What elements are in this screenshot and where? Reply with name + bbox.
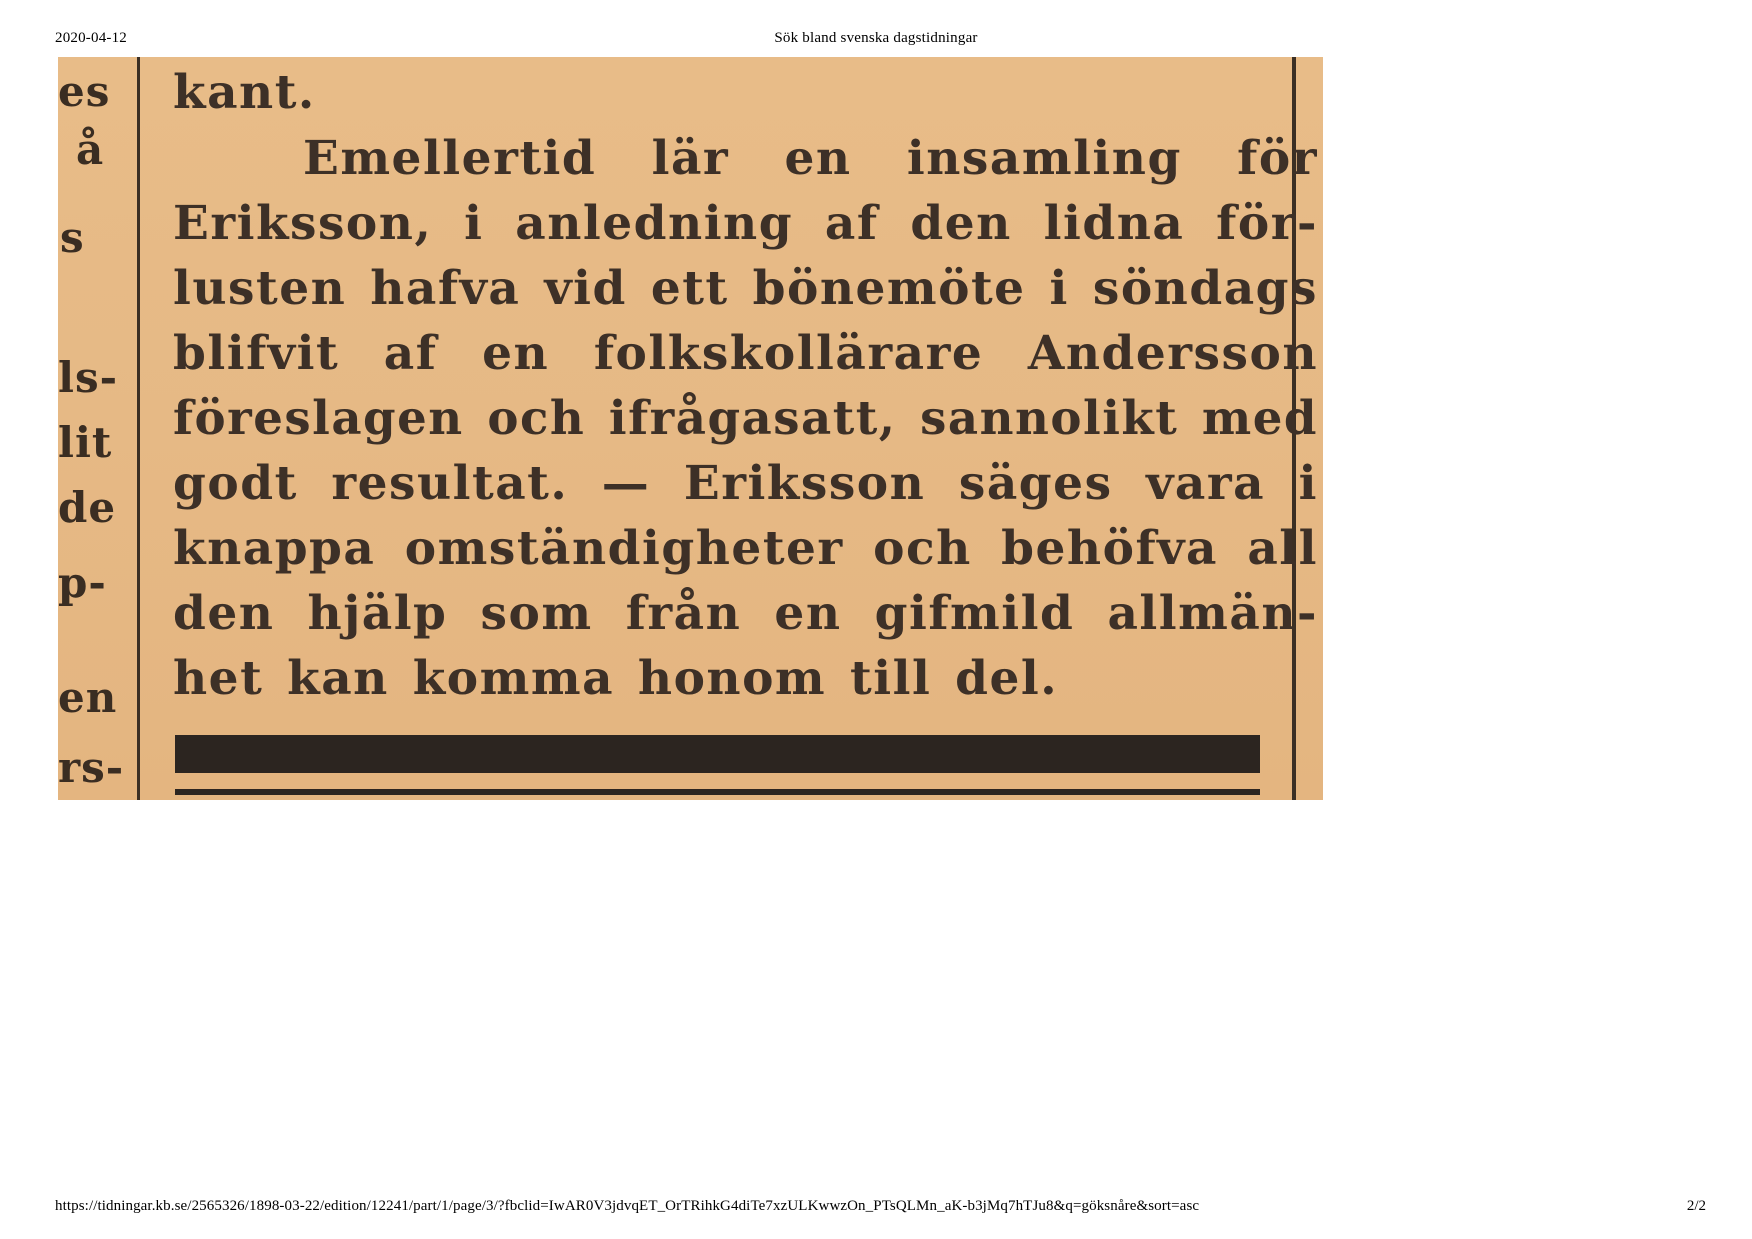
section-divider-thin: [175, 789, 1260, 795]
fragment-text: lit: [58, 418, 113, 467]
print-page-title: Sök bland svenska dagstidningar: [774, 30, 978, 46]
fragment-text: rs-: [58, 743, 125, 792]
article-line: blifvit af en folkskollärare Andersson: [173, 326, 1318, 381]
article-line: het kan komma honom till del.: [173, 651, 1059, 706]
article-line: knappa omständigheter och behöfva all: [173, 521, 1318, 576]
fragment-text: s: [60, 213, 85, 262]
article-line: den hjälp som från en gifmild allmän-: [173, 586, 1318, 641]
fragment-text: es: [58, 67, 111, 116]
article-line: Emellertid lär en insamling för: [303, 131, 1318, 186]
article-line: godt resultat. — Eriksson säges vara i: [173, 456, 1318, 511]
article-line: lusten hafva vid ett bönemöte i söndags: [173, 261, 1318, 316]
source-url: https://tidningar.kb.se/2565326/1898-03-22/edition/12241/part/1/page/3/?fbclid=IwAR0V3jdvqET_OrTRihkG4diTe7xzULKwwzOn_PTsQLMn_aK-b3jMq7hTJu8&q=göksnåre&sort=asc: [55, 1198, 1200, 1214]
page-number: 2/2: [1686, 1198, 1706, 1214]
print-date: 2020-04-12: [55, 30, 127, 46]
fragment-text: p-: [58, 558, 107, 607]
article-line: Eriksson, i anledning af den lidna för-: [173, 196, 1318, 251]
adjacent-column-fragments: [58, 57, 138, 800]
column-divider: [137, 57, 140, 800]
fragment-text: en: [58, 673, 118, 722]
article-line: kant.: [173, 65, 316, 120]
newspaper-clipping-image: [58, 57, 1323, 800]
section-divider-thick: [175, 735, 1260, 773]
fragment-text: de: [58, 483, 117, 532]
fragment-text: ls-: [58, 353, 119, 402]
article-line: föreslagen och ifrågasatt, sannolikt med: [173, 391, 1319, 446]
fragment-text: å: [76, 125, 105, 174]
